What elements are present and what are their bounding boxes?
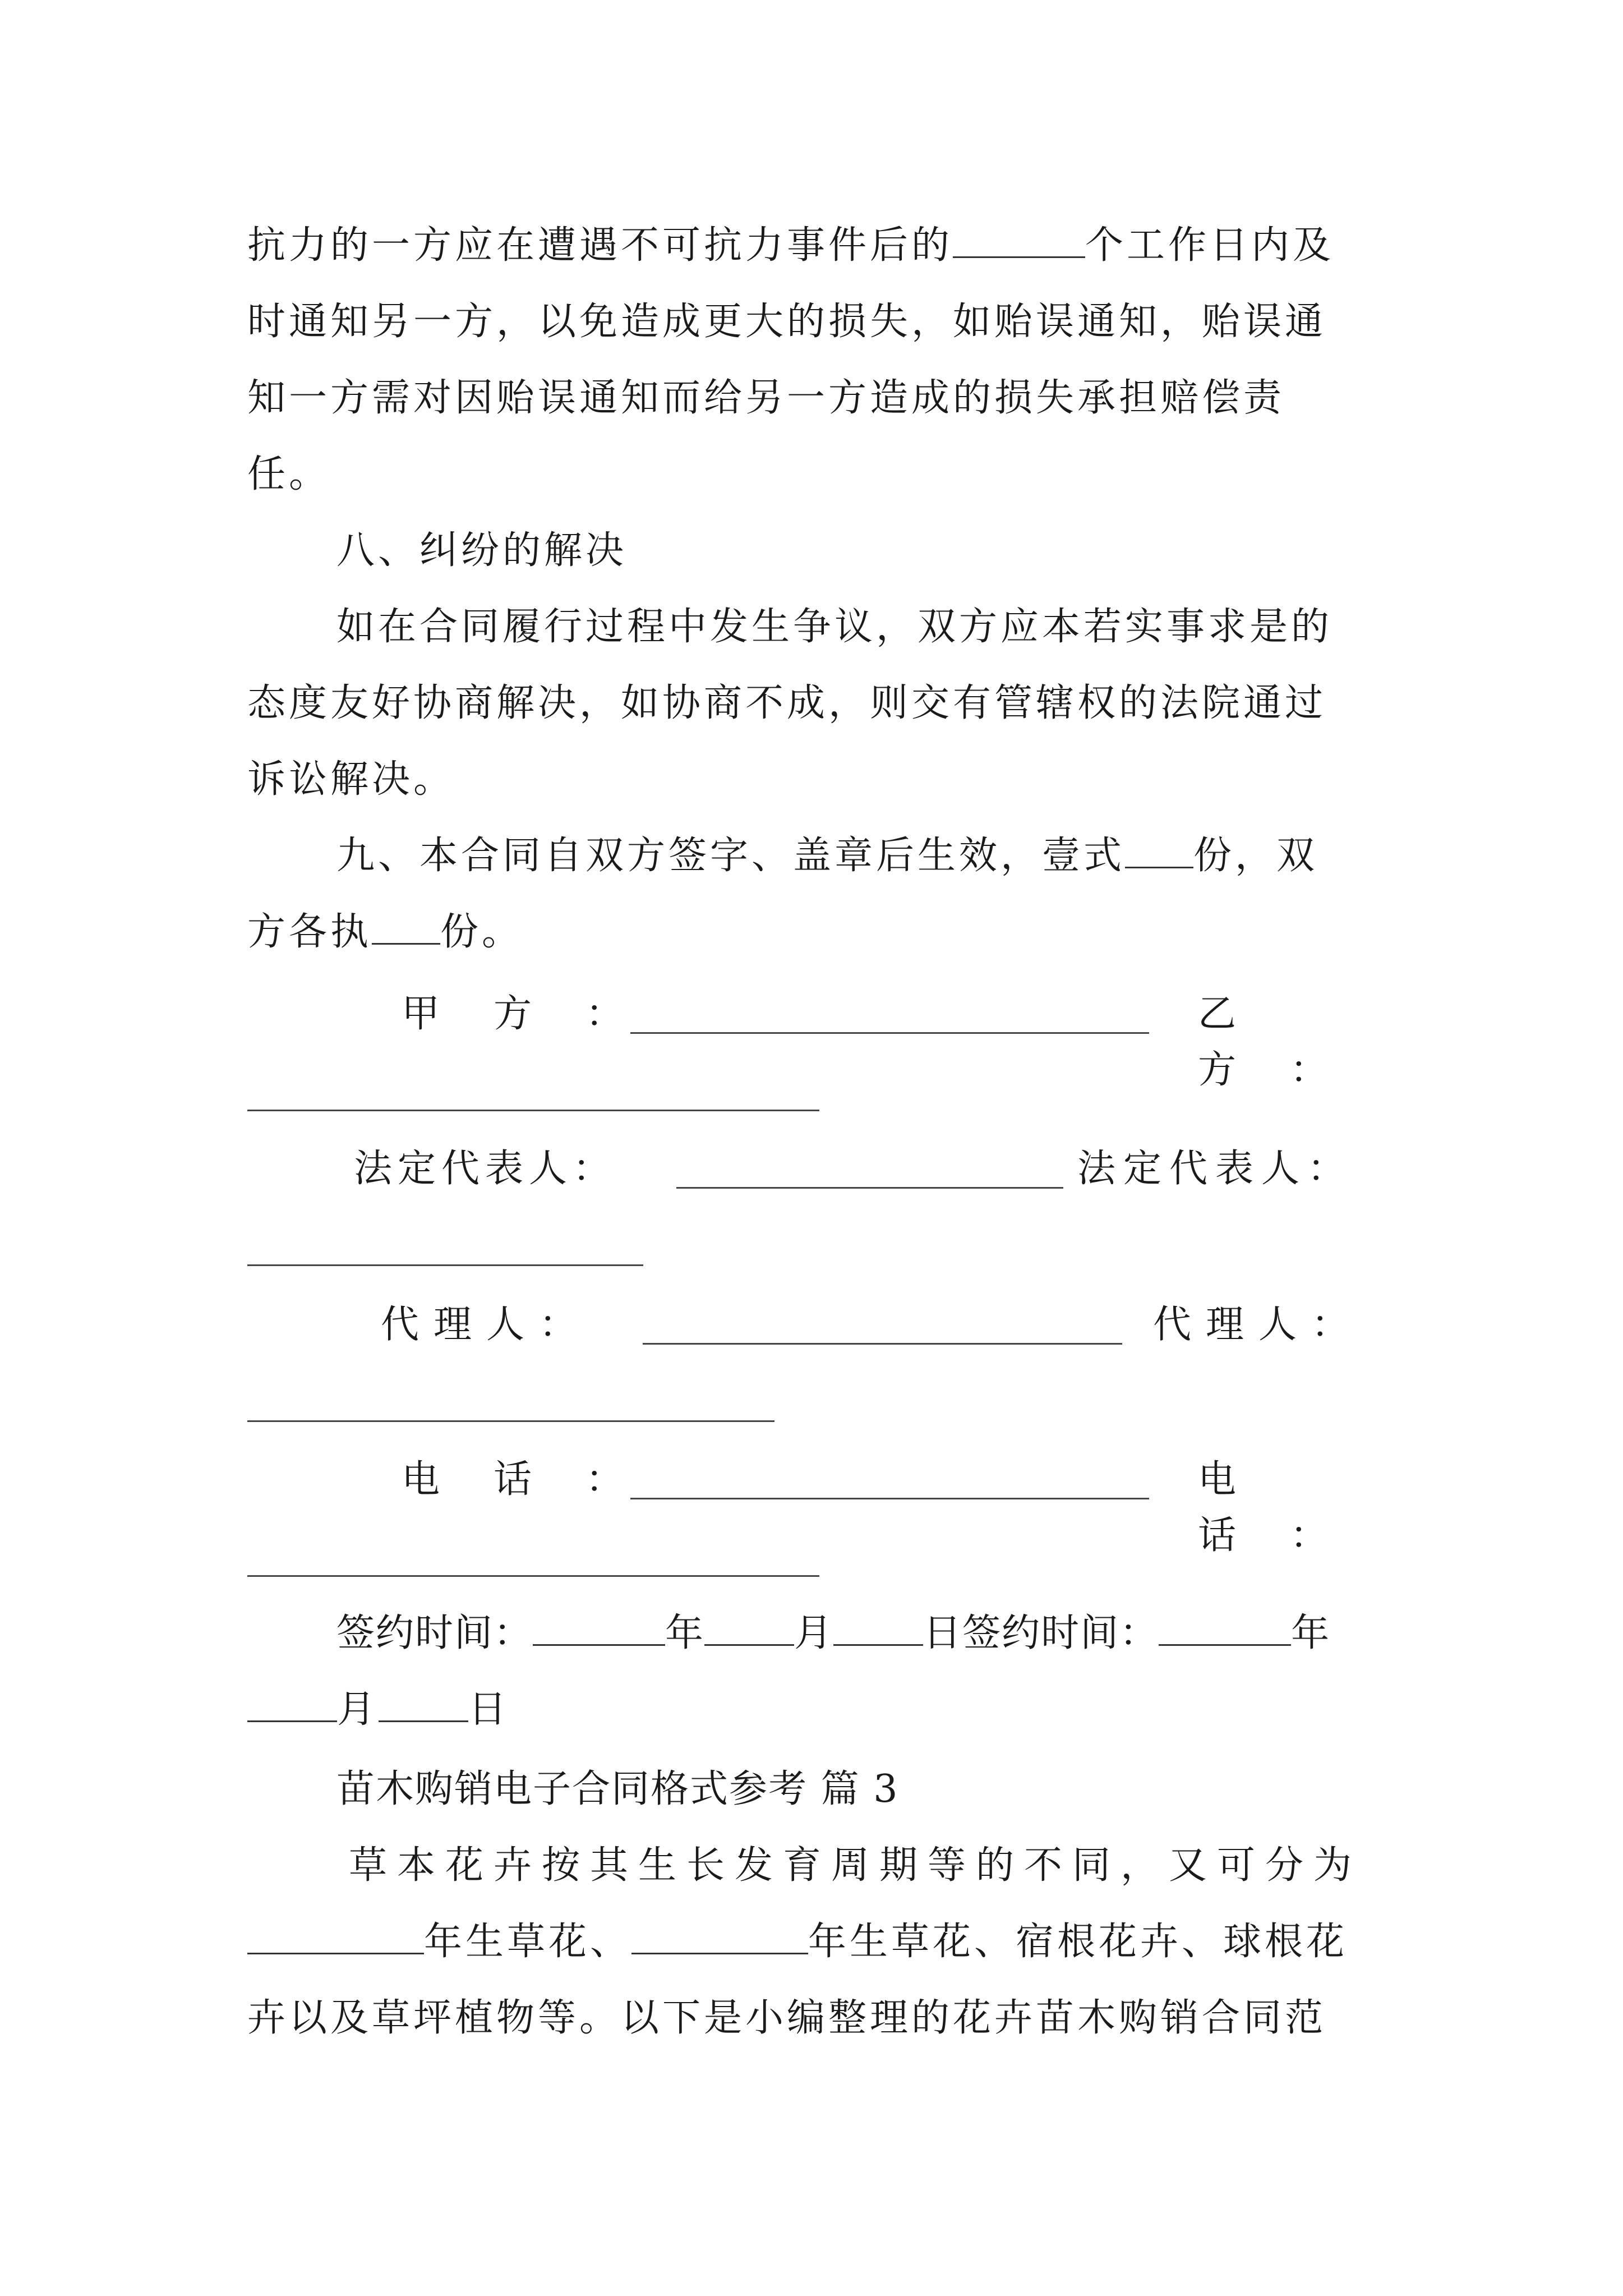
signature-row-party bbox=[247, 986, 1387, 1092]
year-b-blank bbox=[1159, 1609, 1291, 1646]
blank-underline bbox=[372, 908, 440, 945]
paragraph-line bbox=[247, 218, 1387, 274]
agent-b-label: 代理人： bbox=[1153, 1303, 1364, 1347]
signing-date-line bbox=[336, 1605, 1387, 1662]
paragraph-line: 态度友好协商解决，如协商不成，则交有管辖权的法院通过 bbox=[247, 681, 1327, 725]
year-a-blank bbox=[533, 1609, 665, 1646]
month-b-unit: 月 bbox=[337, 1687, 379, 1732]
paragraph-line bbox=[247, 1914, 1387, 1970]
text-segment: 抗力的一方应在遭遇不可抗力事件后的 bbox=[247, 223, 953, 268]
signing-date-line-cont bbox=[247, 1682, 1387, 1738]
phone-a-label: 电 话 ： bbox=[402, 1457, 632, 1502]
month-a-blank bbox=[704, 1609, 794, 1646]
text-segment: 年生草花、 bbox=[424, 1920, 632, 1964]
legal-rep-b-blank bbox=[247, 1264, 643, 1266]
blank-underline bbox=[247, 1918, 424, 1954]
month-b-blank bbox=[247, 1686, 337, 1722]
text-segment: 九、本合同自双方签字、盖章后生效，壹式 bbox=[336, 834, 1126, 878]
text-segment: 年生草花、宿根花卉、球根花 bbox=[808, 1920, 1348, 1964]
blank-underline bbox=[953, 222, 1085, 258]
text-segment: 份。 bbox=[440, 910, 524, 954]
phone-a-blank bbox=[630, 1498, 1149, 1499]
signature-row-legal-rep bbox=[247, 1141, 1387, 1197]
paragraph-line: 草本花卉按其生长发育周期等的不同，又可分为 bbox=[349, 1843, 1362, 1888]
day-b-unit: 日 bbox=[468, 1687, 510, 1732]
paragraph-line: 卉以及草坪植物等。以下是小编整理的花卉苗木购销合同范 bbox=[247, 1996, 1327, 2040]
agent-b-blank bbox=[247, 1420, 774, 1422]
day-b-blank bbox=[379, 1686, 468, 1722]
day-a-blank bbox=[833, 1609, 923, 1646]
paragraph-line: 任。 bbox=[247, 452, 331, 496]
agent-a-label: 代理人： bbox=[381, 1303, 592, 1347]
month-a-unit: 月 bbox=[794, 1611, 834, 1655]
paragraph-line: 如在合同履行过程中发生争议，双方应本若实事求是的 bbox=[336, 605, 1333, 649]
paragraph-line bbox=[247, 904, 1387, 960]
paragraph-line bbox=[336, 828, 1387, 884]
paragraph-line: 诉讼解决。 bbox=[247, 757, 455, 802]
party-a-label: 甲 方 ： bbox=[402, 992, 632, 1036]
legal-rep-a-blank bbox=[676, 1187, 1063, 1189]
year-a-unit: 年 bbox=[665, 1611, 705, 1655]
blank-underline bbox=[631, 1918, 808, 1954]
paragraph-line: 时通知另一方，以免造成更大的损失，如贻误通知，贻误通 bbox=[247, 300, 1327, 344]
signature-row-agent bbox=[247, 1297, 1387, 1353]
paragraph-line: 知一方需对因贻误通知而给另一方造成的损失承担赔偿责 bbox=[247, 376, 1285, 420]
part-title: 苗木购销电子合同格式参考 篇 3 bbox=[336, 1767, 899, 1811]
date-a-label: 签约时间： bbox=[336, 1611, 533, 1655]
party-b-blank bbox=[247, 1110, 819, 1111]
text-segment: 方各执 bbox=[247, 910, 372, 954]
blank-underline bbox=[1125, 832, 1193, 868]
party-a-blank bbox=[630, 1032, 1149, 1034]
agent-a-blank bbox=[643, 1343, 1122, 1345]
day-a-unit: 日 bbox=[923, 1611, 963, 1655]
signature-row-phone bbox=[247, 1452, 1387, 1558]
party-b-label: 乙 方 ： bbox=[1198, 992, 1336, 1092]
legal-rep-a-label: 法定代表人： bbox=[354, 1147, 617, 1191]
phone-b-blank bbox=[247, 1575, 819, 1577]
text-segment: 份，双 bbox=[1193, 834, 1318, 878]
year-b-unit: 年 bbox=[1291, 1611, 1331, 1655]
legal-rep-b-label: 法定代表人： bbox=[1077, 1147, 1354, 1191]
section-heading: 八、纠纷的解决 bbox=[336, 528, 628, 573]
phone-b-label: 电 话 ： bbox=[1198, 1457, 1336, 1558]
date-b-label: 签约时间： bbox=[962, 1611, 1159, 1655]
text-segment: 个工作日内及 bbox=[1085, 223, 1335, 268]
